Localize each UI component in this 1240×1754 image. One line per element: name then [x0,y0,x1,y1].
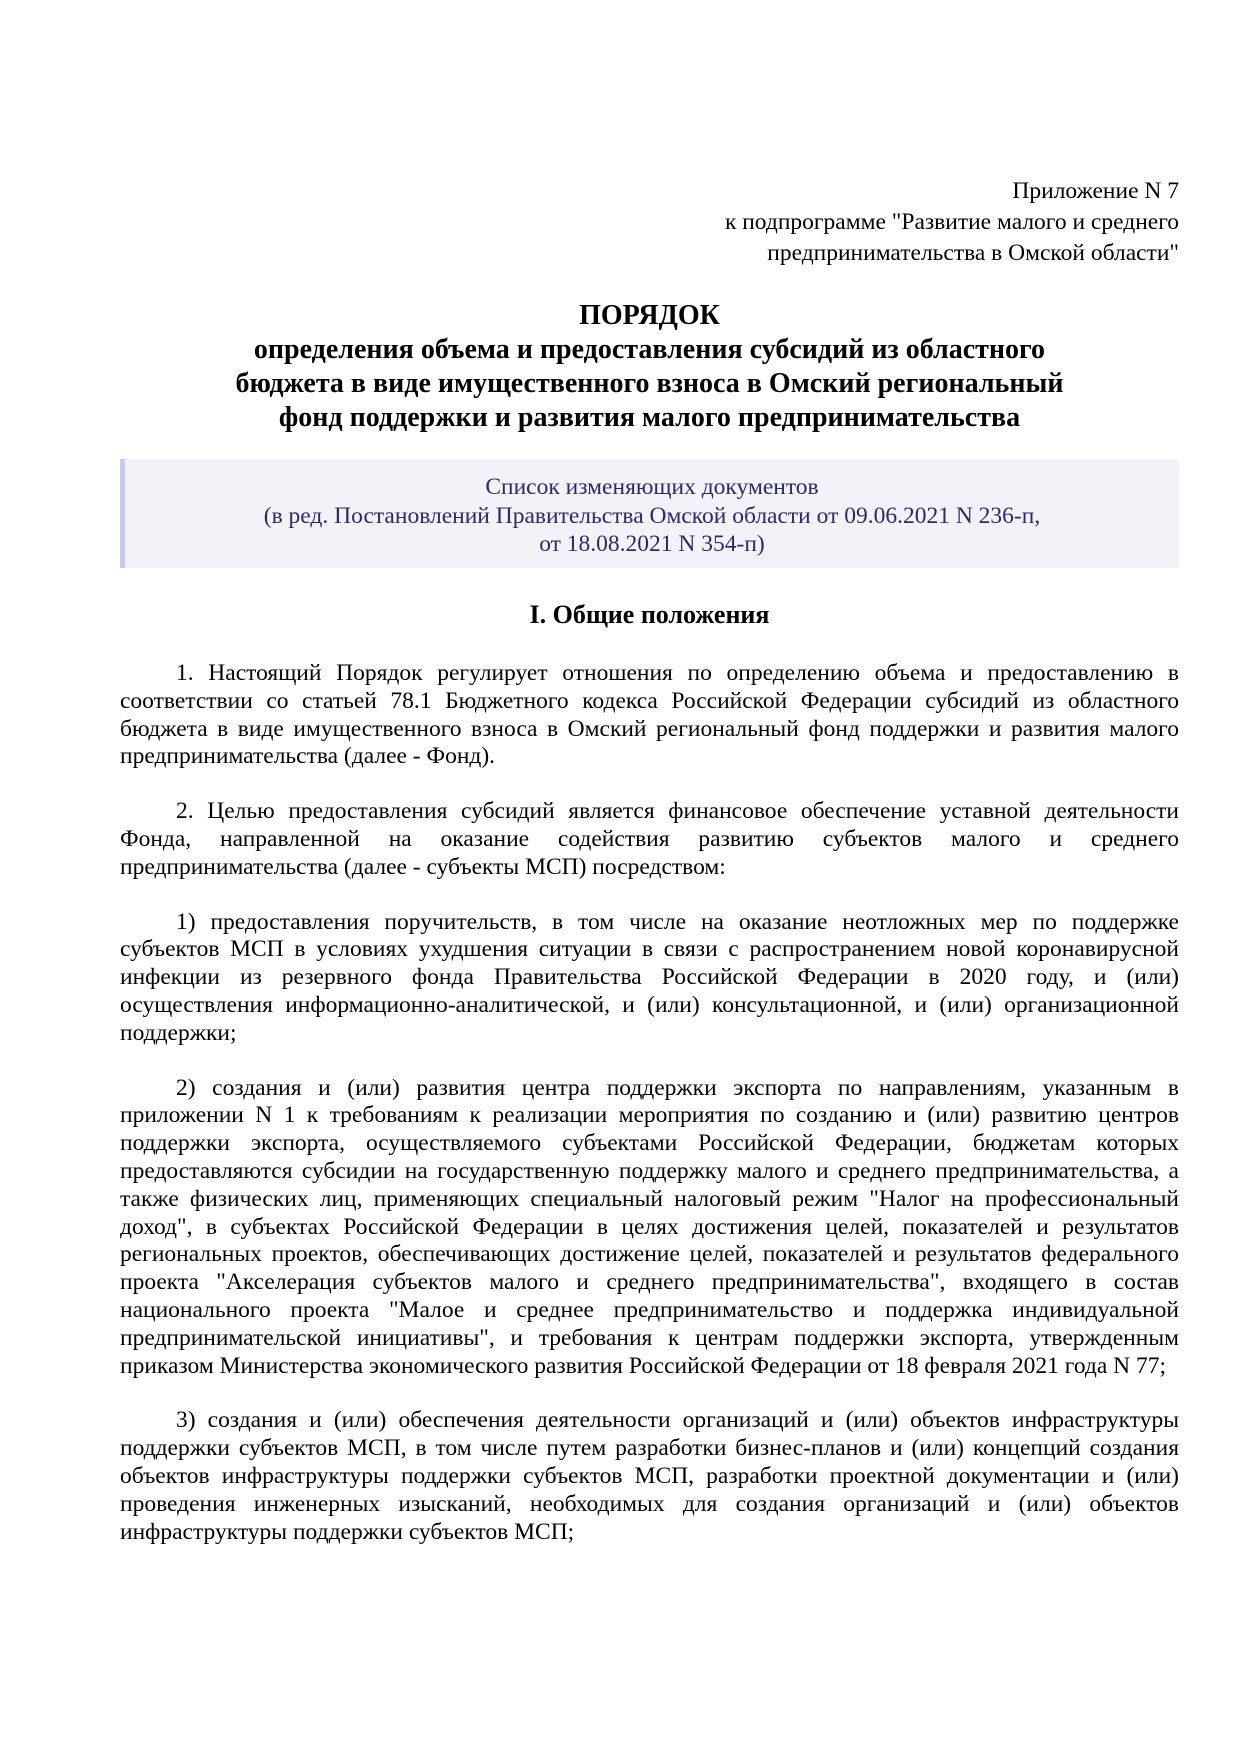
paragraph: 2) создания и (или) развития центра поддержки экспорта по направлениям, указанным в приложении N 1 к требованиям к реализации мероприятия по созданию и (или) развитию центров поддержки экспорта, осуществляемого субъектами Российской Федерации, бюджетам которых предоставляются субсидии на государственную поддержку малого и среднего предпринимательства, а также физических лиц, применяющих специальный налоговый режим "Налог на профессиональный доход", в субъектах Российской Федерации в целях достижения целей, показателей и результатов региональных проектов, обеспечивающих достижение целей, показателей и результатов федерального проекта "Акселерация субъектов малого и среднего предпринимательства", входящего в состав национального проекта "Малое и среднее предпринимательство и поддержка индивидуальной предпринимательской инициативы", и требования к центрам поддержки экспорта, утвержденным приказом Министерства экономического развития Российской Федерации от 18 февраля 2021 года N 77; [120,1074,1179,1379]
paragraph: 1) предоставления поручительств, в том числе на оказание неотложных мер по поддержке субъектов МСП в условиях ухудшения ситуации в связи с распространением новой коронавирусной инфекции из резервного фонда Правительства Российской Федерации в 2020 году, и (или) осуществления информационно-аналитической, и (или) консультационной, и (или) организационной поддержки; [120,908,1179,1046]
amendments-line: (в ред. Постановлений Правительства Омской области от 09.06.2021 N 236-п, [263,502,1041,529]
amendments-box [120,459,1179,568]
title-heading: ПОРЯДОК [579,300,720,331]
amendments-line: от 18.08.2021 N 354-п) [539,531,765,557]
appendix-line: предпринимательства в Омской области" [767,240,1179,266]
title-line: фонд поддержки и развития малого предпринимательства [278,402,1021,433]
paragraph: 1. Настоящий Порядок регулирует отношения по определению объема и предоставлению в соответствии со статьей 78.1 Бюджетного кодекса Российской Федерации субсидий из областного бюджета в виде имущественного взноса в Омский региональный фонд поддержки и развития малого предпринимательства (далее - Фонд). [120,660,1179,770]
section-heading: I. Общие положения [529,600,770,629]
document-title [120,299,1179,435]
paragraph: 3) создания и (или) обеспечения деятельности организаций и (или) объектов инфраструктуры поддержки субъектов МСП, в том числе путем разработки бизнес-планов и (или) концепций создания объектов инфраструктуры поддержки субъектов МСП, разработки проектной документации и (или) проведения инженерных изысканий, необходимых для создания организаций и (или) объектов инфраструктуры поддержки субъектов МСП; [120,1407,1179,1545]
paragraph: 2. Целью предоставления субсидий является финансовое обеспечение уставной деятельности Фонда, направленной на оказание содействия развитию субъектов малого и среднего предпринимательства (далее - субъекты МСП) посредством: [120,798,1179,880]
title-line: бюджета в виде имущественного взноса в Омский региональный [235,368,1064,399]
appendix-note [120,176,1179,269]
document-page [120,176,1179,1573]
appendix-line: Приложение N 7 [1012,178,1179,204]
appendix-line: к подпрограмме "Развитие малого и среднего [724,209,1179,235]
amendments-title: Список изменяющих документов [485,474,819,500]
title-line: определения объема и предоставления субсидий из областного [253,334,1046,365]
